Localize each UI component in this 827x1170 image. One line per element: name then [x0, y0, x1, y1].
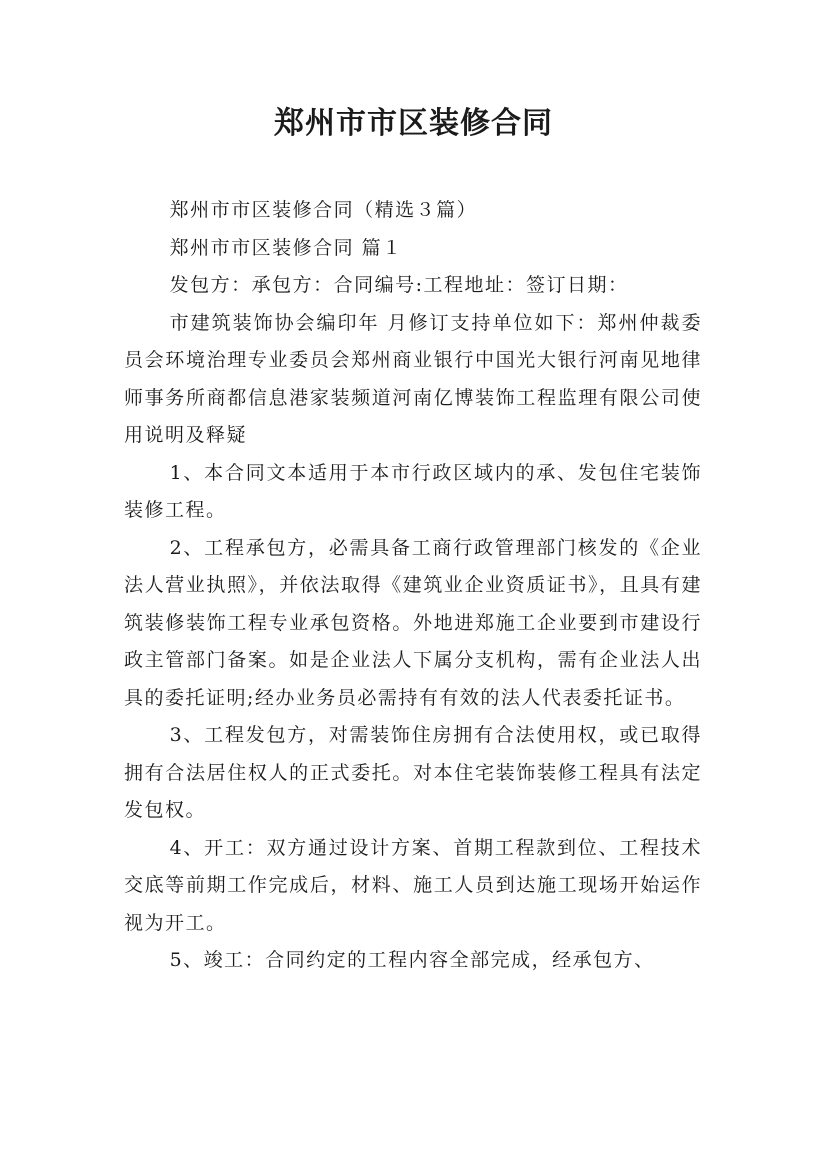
paragraph: 发包方：承包方：合同编号:工程地址：签订日期：	[169, 274, 629, 296]
paragraph: 市建筑装饰协会编印年 月修订支持单位如下：郑州仲裁委员会环境治理专业委员会郑州商业银行中国光大银行河南见地律师事务所商都信息港家装频道河南亿博装饰工程监理有限公司使用说明及释疑	[124, 311, 702, 446]
paragraph: 郑州市市区装修合同 篇１	[169, 236, 403, 259]
paragraph: 2、工程承包方，必需具备工商行政管理部门核发的《企业法人营业执照》，并依法取得《建筑业企业资质证书》，且具有建筑装修装饰工程专业承包资格。外地进郑施工企业要到市建设行政主管部门备案。如是企业法人下属分支机构，需有企业法人出具的委托证明;经办业务员必需持有有效的法人代表委托证书。	[124, 536, 702, 709]
paragraph: 5、竣工：合同约定的工程内容全部完成，经承包方、	[169, 949, 655, 971]
paragraph: 4、开工：双方通过设计方案、首期工程款到位、工程技术交底等前期工作完成后，材料、施工人员到达施工现场开始运作视为开工。	[124, 836, 702, 934]
paragraph: 1、本合同文本适用于本市行政区域内的承、发包住宅装饰装修工程。	[124, 461, 702, 521]
paragraph: 3、工程发包方，对需装饰住房拥有合法使用权，或已取得拥有合法居住权人的正式委托。对本住宅装饰装修工程具有法定发包权。	[124, 724, 702, 821]
document-body	[124, 192, 702, 980]
document-title: 郑州市市区装修合同	[274, 106, 553, 141]
paragraph: 郑州市市区装修合同（精选３篇）	[169, 199, 478, 221]
